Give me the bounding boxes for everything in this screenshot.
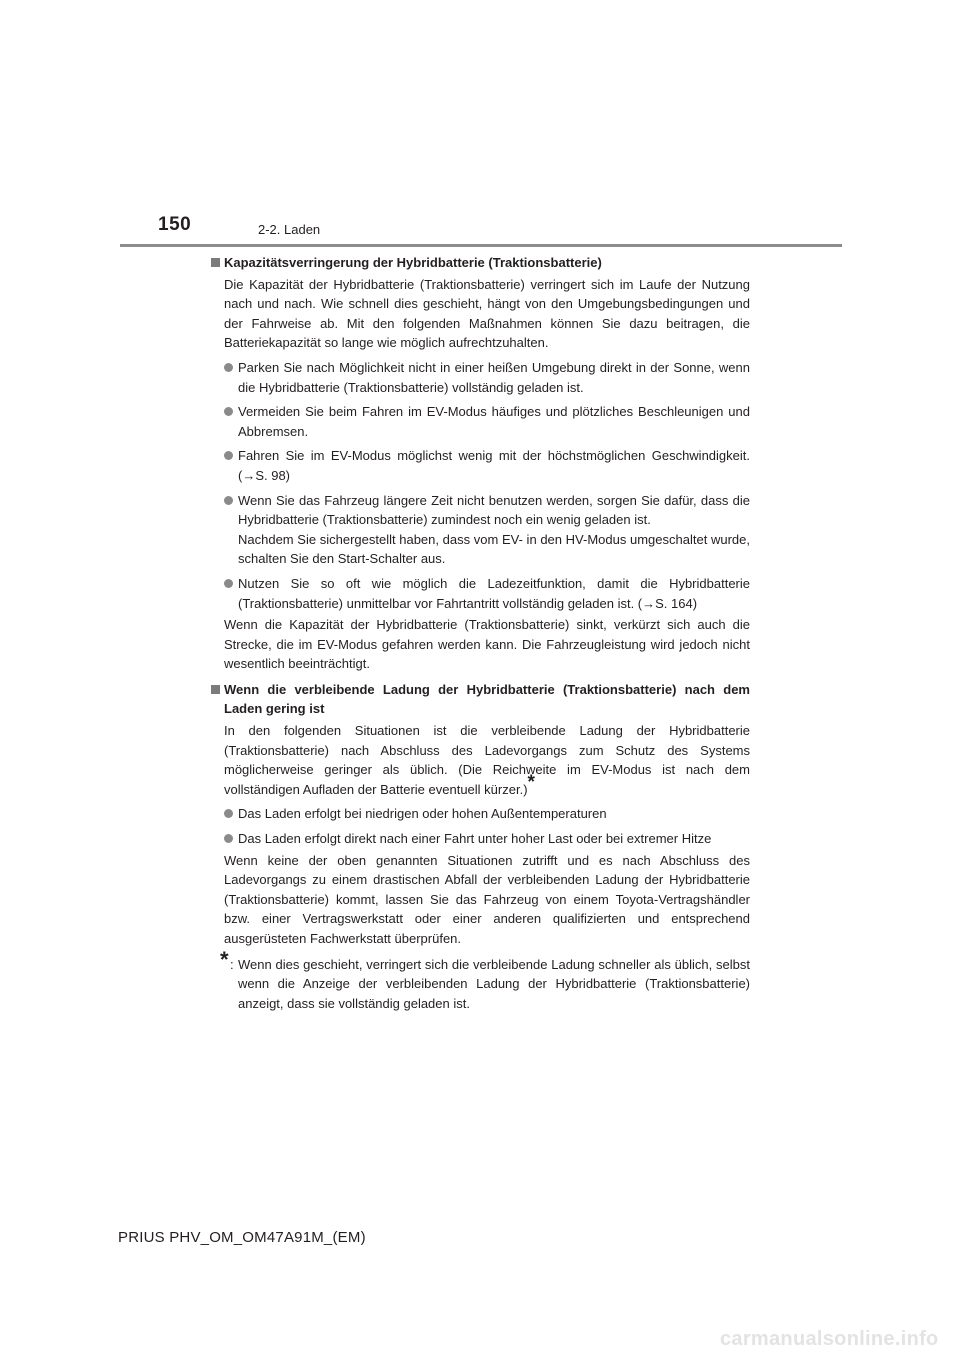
footnote bbox=[220, 946, 750, 1014]
paragraph-low-charge-intro bbox=[224, 721, 750, 799]
intro-text: In den folgenden Situationen ist die verbleibende Ladung der Hybridbatterie (Traktionsbatterie) nach Abschluss des Ladevorgangs zum Schutz des Systems möglicherweise geringer als üblich. (Die Reichweite im EV-Modus ist nach dem vollständigen Aufladen der Batterie eventuell kürzer.) bbox=[224, 723, 750, 797]
list-item bbox=[224, 358, 750, 397]
square-bullet-icon bbox=[211, 258, 220, 267]
footer-doc-id: PRIUS PHV_OM_OM47A91M_(EM) bbox=[118, 1229, 366, 1246]
page-content bbox=[210, 253, 750, 1013]
section-label: 2-2. Laden bbox=[258, 222, 321, 237]
list-item bbox=[224, 402, 750, 441]
paragraph-capacity-intro: Die Kapazität der Hybridbatterie (Traktionsbatterie) verringert sich im Laufe der Nutzung nach und nach. Wie schnell dies geschieht, hängt von den Umgebungsbedingungen und der Fahrweise ab. Mit den folgenden Maßnahmen können Sie dazu beitragen, die Batteriekapazität so lange wie möglich aufrechtzuhalten. bbox=[224, 276, 750, 351]
footnote-colon: : bbox=[230, 956, 234, 972]
square-bullet-icon bbox=[211, 685, 220, 694]
page-number: 150 bbox=[158, 214, 192, 235]
list-item-continuation: Nachdem Sie sichergestellt haben, dass vom EV- in den HV-Modus umgeschaltet wurde, schalten Sie den Start-Schalter aus. bbox=[238, 531, 750, 567]
bullet-dot-icon bbox=[224, 579, 233, 588]
bullet-dot-icon bbox=[224, 407, 233, 416]
footnote-text: Wenn dies geschieht, verringert sich die verbleibende Ladung schneller als üblich, selbst wenn die Anzeige der verbleibenden Ladung der Hybridbatterie (Traktionsbatterie) anzeigt, dass sie vollständig geladen ist. bbox=[238, 956, 750, 1011]
list-item-text: Parken Sie nach Möglichkeit nicht in einer heißen Umgebung direkt in der Sonne, wenn die Hybridbatterie (Traktionsbatterie) vollständig geladen ist. bbox=[238, 359, 750, 395]
list-item bbox=[224, 446, 750, 485]
list-item bbox=[224, 574, 750, 613]
list-item-text: Das Laden erfolgt bei niedrigen oder hohen Außentemperaturen bbox=[238, 806, 607, 822]
paragraph-low-charge-outro: Wenn keine der oben genannten Situationen zutrifft und es nach Abschluss des Ladevorgangs zu einem drastischen Abfall der verbleibenden Ladung der Hybridbatterie (Traktionsbatterie) kommt, lassen Sie das Fahrzeug von einem Toyota-Vertragshändler bzw. einer Vertragswerkstatt oder einer anderen qualifizierten und entsprechend ausgerüsteten Fachwerkstatt überprüfen. bbox=[224, 852, 750, 946]
footnote-asterisk: * bbox=[220, 946, 229, 972]
bullet-dot-icon bbox=[224, 496, 233, 505]
list-item-text: Fahren Sie im EV-Modus möglichst wenig mit der höchstmöglichen Geschwindigkeit. (→S. 98) bbox=[238, 448, 750, 483]
footnote-reference: * bbox=[527, 771, 535, 793]
paragraph-capacity-outro: Wenn die Kapazität der Hybridbatterie (Traktionsbatterie) sinkt, verkürzt sich auch die Strecke, die im EV-Modus gefahren werden kann. Die Fahrzeugleistung wird jedoch nicht wesentlich beeinträchtigt. bbox=[224, 617, 750, 672]
list-item bbox=[224, 491, 750, 530]
list-item bbox=[224, 829, 750, 849]
list-item-text: Wenn Sie das Fahrzeug längere Zeit nicht benutzen werden, sorgen Sie dafür, dass die Hybridbatterie (Traktionsbatterie) zumindest noch ein wenig geladen ist. bbox=[238, 492, 750, 528]
list-item-text: Das Laden erfolgt direkt nach einer Fahrt unter hoher Last oder bei extremer Hitze bbox=[238, 831, 712, 847]
watermark: carmanualsonline.info bbox=[720, 1328, 939, 1350]
section-heading-capacity bbox=[210, 253, 750, 273]
heading-text: Wenn die verbleibende Ladung der Hybridbatterie (Traktionsbatterie) nach dem Laden gering ist bbox=[224, 681, 750, 717]
bullet-dot-icon bbox=[224, 809, 233, 818]
header-divider bbox=[120, 244, 842, 247]
bullet-dot-icon bbox=[224, 834, 233, 843]
list-item-text: Nutzen Sie so oft wie möglich die Ladezeitfunktion, damit die Hybridbatterie (Traktionsbatterie) unmittelbar vor Fahrtantritt vollständig geladen ist. (→S. 164) bbox=[238, 575, 750, 611]
bullet-dot-icon bbox=[224, 363, 233, 372]
heading-text: Kapazitätsverringerung der Hybridbatterie (Traktionsbatterie) bbox=[224, 255, 602, 270]
list-item bbox=[224, 804, 750, 824]
list-item-text: Vermeiden Sie beim Fahren im EV-Modus häufiges und plötzliches Beschleunigen und Abbremsen. bbox=[238, 404, 750, 439]
bullet-dot-icon bbox=[224, 451, 233, 460]
section-heading-low-charge bbox=[210, 680, 750, 719]
